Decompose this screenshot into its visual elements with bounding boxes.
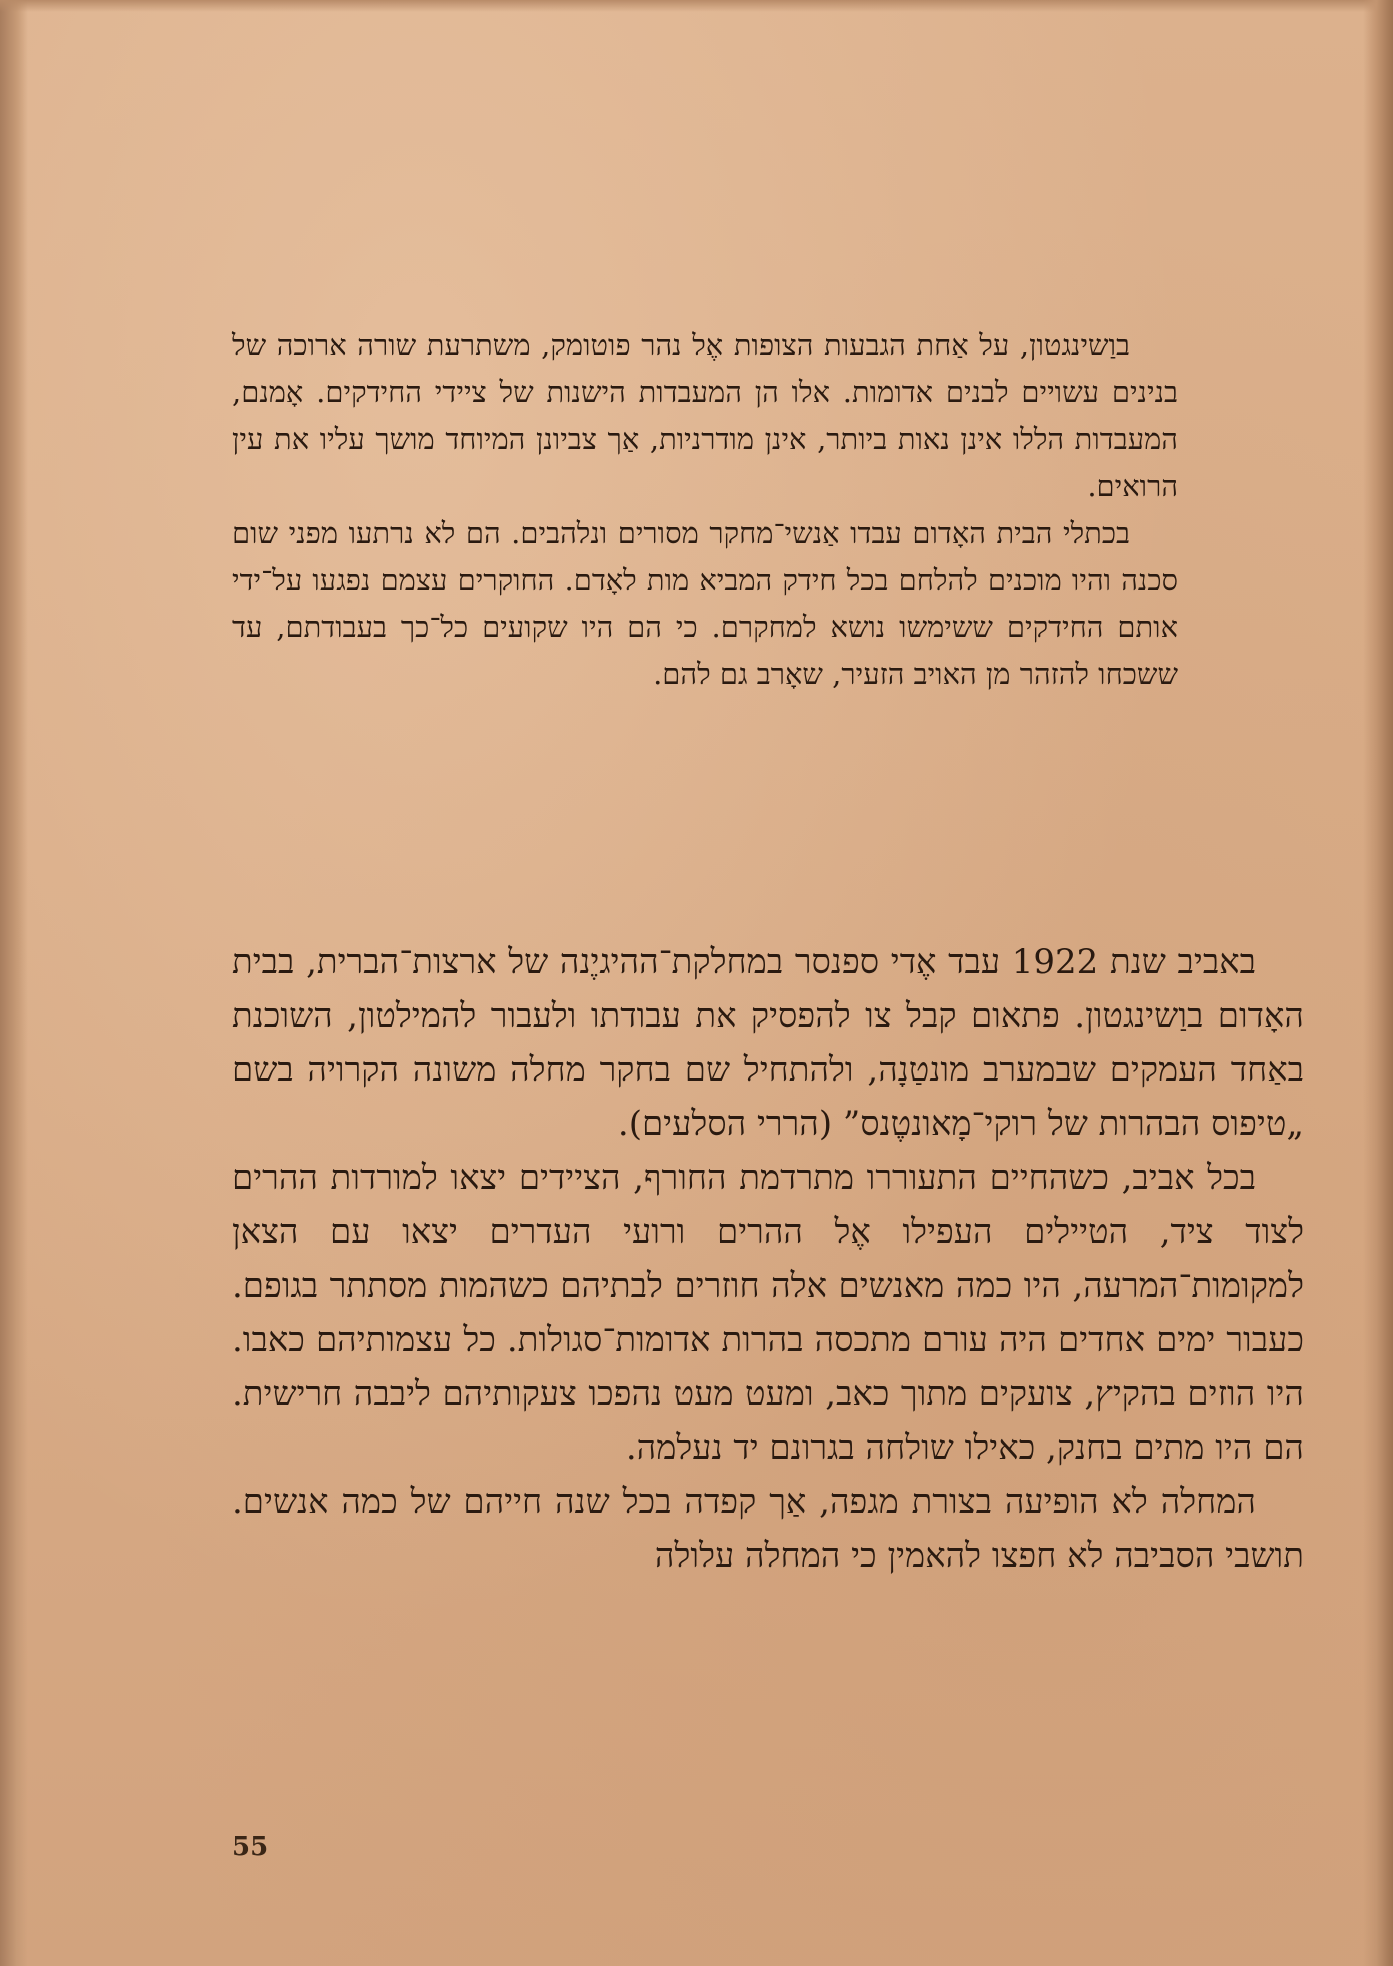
page-number: 55 <box>232 1832 269 1862</box>
paragraph: בוַשינגטון, על אַחת הגבעות הצופות אֶל נהר פוטומק, משתרעת שורה ארוכה של בנינים עשויים לבנים אדומות. אלו הן המעבדות הישנות של ציידי החידקים. אָמנם, המעבדות הללו אינן נאות ביותר, אינן מודרניות, אַך צביונן המיוחד מושך עליו את עין הרואים. <box>232 328 1178 503</box>
main-section <box>232 935 1304 1583</box>
page-right-edge <box>1363 0 1393 1966</box>
paragraph: בכתלי הבית האָדום עבדו אַנשי־מחקר מסורים ונלהבים. הם לא נרתעו מפני שום סכנה והיו מוכנים להלחם בכל חידק המביא מות לאָדם. החוקרים עצמם נפגעו על־ידי אותם החידקים ששימשו נושא למחקרם. כי הם היו שקועים כל־כך בעבודתם, עד ששכחו להזהר מן האויב הזעיר, שאָרב גם להם. <box>232 516 1178 691</box>
page-top-edge <box>0 0 1393 12</box>
paragraph: בכל אביב, כשהחיים התעוררו מתרדמת החורף, הציידים יצאו למורדות ההרים לצוד ציד, הטיילים העפילו אֶל ההרים ורועי העדרים יצאו עם הצאן למקומות־המרעה, היו כמה מאנשים אלה חוזרים לבתיהם כשהמות מסתתר בגופם. כעבור ימים אחדים היה עורם מתכסה בהרות אדומות־סגולות. כל עצמותיהם כאבו. היו הוזים בהקיץ, צועקים מתוך כאב, ומעט מעט נהפכו צעקותיהם ליבבה חרישית. הם היו מתים בחנק, כאילו שולחה בגרונם יד נעלמה. <box>232 1158 1304 1468</box>
paragraph: המחלה לא הופיעה בצורת מגפה, אַך קפדה בכל שנה חייהם של כמה אנשים. תושבי הסביבה לא חפצו להאמין כי המחלה עלולה <box>232 1482 1304 1576</box>
page-spine-shadow <box>0 0 28 1966</box>
paragraph: באביב שנת 1922 עבד אֶדי ספנסר במחלקת־ההיגיֶנה של ארצות־הברית, בבית האָדום בוַשינגטון. פתאום קבל צו להפסיק את עבודתו ולעבור להמילטון, השוכנת באַחד העמקים שבמערב מונטַנָה, ולהתחיל שם בחקר מחלה משונה הקרויה בשם „טיפוס הבהרות של רוקי־מָאונטֶנס” (הררי הסלעים). <box>232 942 1304 1144</box>
opening-section <box>232 322 1178 698</box>
